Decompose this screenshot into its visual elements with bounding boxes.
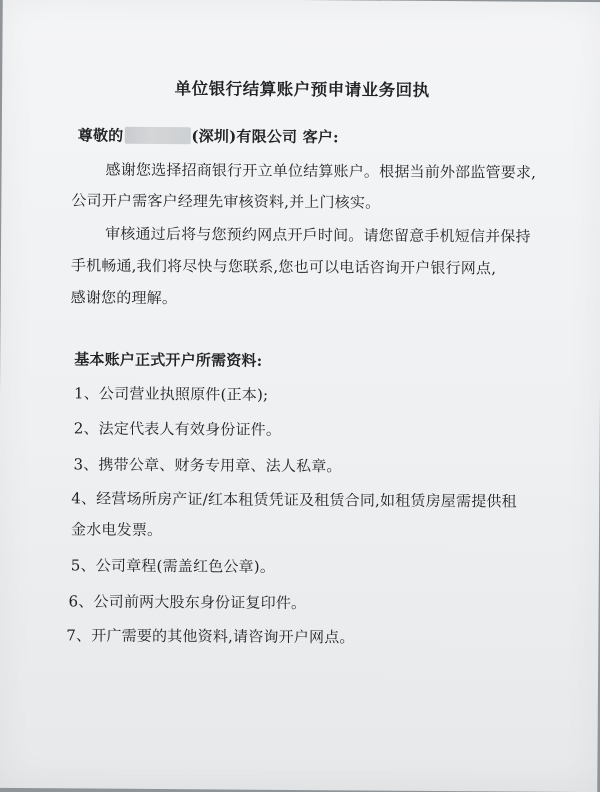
salutation-prefix: 尊敬的 bbox=[77, 126, 124, 145]
salutation-suffix: (深圳)有限公司 客户: bbox=[191, 127, 339, 147]
list-item-6: 6、公司前两大股东身份证复印件。 bbox=[68, 592, 307, 613]
paragraph1-line1: 感谢您选择招商银行开立单位结算账户。根据当前外部监管要求, bbox=[105, 160, 537, 182]
list-item-2: 2、法定代表人有效身份证件。 bbox=[73, 419, 282, 439]
list-item-4-line1: 4、经营场所房产证/红本租赁凭证及租赁合同,如租赁房屋需提供租 bbox=[71, 489, 517, 511]
salutation bbox=[78, 124, 339, 147]
list-item-4-line2: 金水电发票。 bbox=[70, 520, 163, 540]
document-title: 单位银行结算账户预申请业务回执 bbox=[174, 79, 430, 100]
list-item-3: 3、携带公章、财务专用章、法人私章。 bbox=[73, 455, 342, 476]
list-item-1: 1、公司营业执照原件(正本); bbox=[73, 384, 269, 404]
paragraph2-line3: 感谢您的理解。 bbox=[70, 288, 178, 308]
redacted-company-name bbox=[124, 127, 190, 144]
list-item-7: 7、开广需要的其他资料,请咨询开户网点。 bbox=[66, 626, 355, 647]
paragraph2-line2: 手机畅通,我们将尽快与您联系,您也可以电话咨询开户银行网点, bbox=[70, 256, 497, 278]
list-item-5: 5、公司章程(需盖红色公章)。 bbox=[70, 556, 276, 576]
paragraph2-line1: 审核通过后将与您预约网点开戶时间。请您留意手机短信并保持 bbox=[105, 224, 531, 246]
list-heading: 基本账户正式开户所需资料: bbox=[74, 350, 263, 370]
paragraph1-line2: 公司开户需客户经理先审核资料,并上门核实。 bbox=[71, 191, 381, 212]
